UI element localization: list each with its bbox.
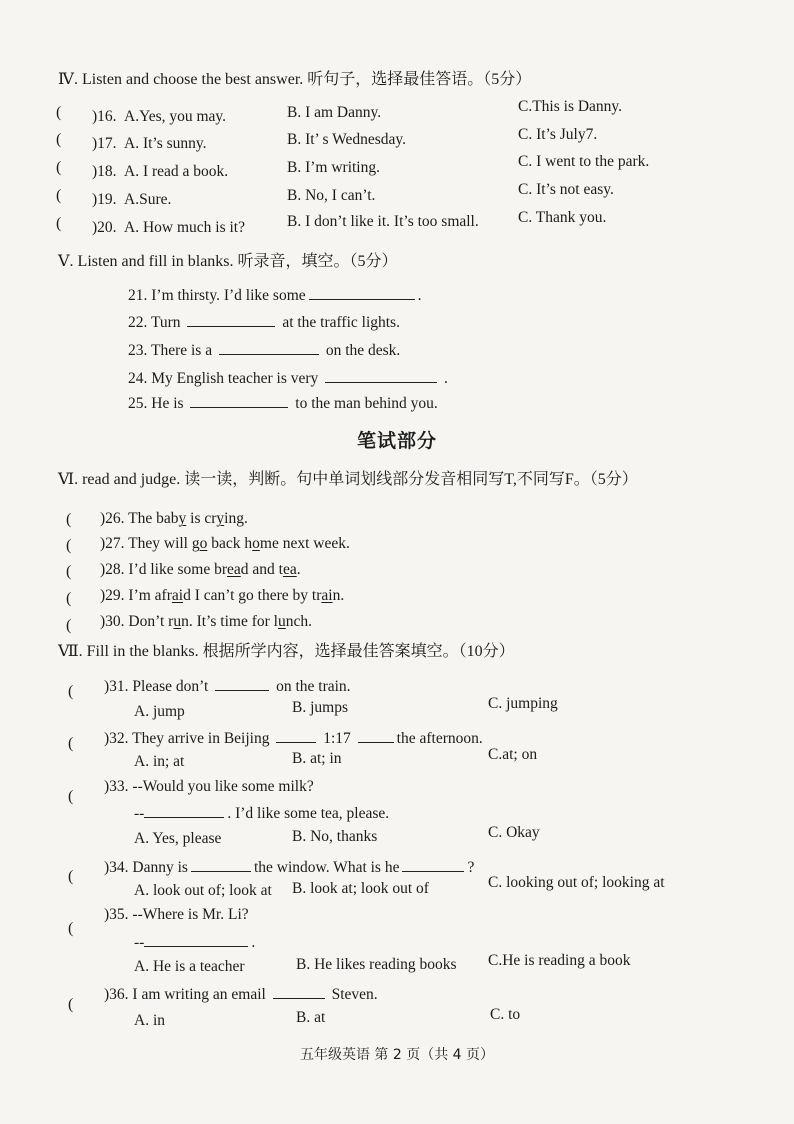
answer-paren: ( bbox=[68, 920, 74, 937]
q25-end: to the man behind you. bbox=[295, 395, 438, 412]
q32-blank-1[interactable] bbox=[276, 728, 316, 743]
q35-dash: -- bbox=[134, 934, 145, 951]
q34-line bbox=[104, 857, 474, 877]
q35-line-1 bbox=[104, 906, 249, 924]
q29-text: I’m afr bbox=[128, 587, 172, 604]
answer-paren: ( bbox=[56, 187, 62, 204]
answer-paren: ( bbox=[66, 617, 72, 634]
q32-option-a: A. in; at bbox=[134, 753, 185, 770]
answer-paren: ( bbox=[66, 563, 72, 580]
q30-text: n. It’s time for l bbox=[181, 613, 278, 630]
q35-option-b: B. He likes reading books bbox=[296, 956, 457, 973]
q25-blank[interactable] bbox=[190, 393, 288, 408]
q34-option-a: A. look out of; look at bbox=[134, 882, 272, 899]
q36-option-b: B. at bbox=[296, 1009, 326, 1026]
q19-option-c: C. It’s not easy. bbox=[518, 181, 614, 198]
q26-text: ing. bbox=[224, 510, 248, 527]
q24-blank[interactable] bbox=[325, 368, 437, 383]
q35-question: --Where is Mr. Li? bbox=[132, 906, 249, 923]
section-7-title: Ⅶ. Fill in the blanks. 根据所学内容，选择最佳答案填空。（10分） bbox=[58, 643, 515, 660]
q31-option-b: B. jumps bbox=[292, 699, 348, 716]
q16-option-a: A.Yes, you may. bbox=[124, 108, 227, 125]
q33-reply: . I’d like some tea, please. bbox=[227, 805, 390, 822]
q33-blank[interactable] bbox=[144, 803, 224, 818]
q21-line bbox=[128, 285, 422, 305]
q19-num: )19. bbox=[92, 191, 117, 208]
q34-option-b: B. look at; look out of bbox=[292, 880, 429, 897]
q34-mid: the window. What is he bbox=[253, 859, 400, 876]
q30-text: Don’t r bbox=[128, 613, 174, 630]
q35-blank[interactable] bbox=[144, 932, 248, 947]
section-4-title: Ⅳ. Listen and choose the best answer. 听句子，选择最佳答语。（5分） bbox=[58, 71, 532, 88]
answer-paren: ( bbox=[68, 788, 74, 805]
q33-num: )33. bbox=[104, 778, 129, 795]
q32-option-c: C.at; on bbox=[488, 746, 538, 763]
q33-option-c: C. Okay bbox=[488, 824, 540, 841]
q31-option-a: A. jump bbox=[134, 703, 185, 720]
q17-num: )17. bbox=[92, 135, 117, 152]
q17-option-c: C. It’s July7. bbox=[518, 126, 598, 143]
q35-option-a: A. He is a teacher bbox=[134, 958, 245, 975]
q16-option-c: C.This is Danny. bbox=[518, 98, 623, 115]
section-5-title: Ⅴ. Listen and fill in blanks. 听录音，填空。（5分） bbox=[58, 253, 398, 270]
q27-line bbox=[100, 535, 350, 553]
q31-option-c: C. jumping bbox=[488, 695, 558, 712]
answer-paren: ( bbox=[68, 868, 74, 885]
section-6-title: Ⅵ. read and judge. 读一读，判断。句中单词划线部分发音相同写T,不同写F。（5分） bbox=[58, 471, 638, 488]
q25-line bbox=[128, 393, 438, 413]
q19-option-b: B. No, I can’t. bbox=[287, 187, 376, 204]
q20-option-b: B. I don’t like it. It’s too small. bbox=[287, 213, 479, 230]
q30-text: nch. bbox=[285, 613, 312, 630]
answer-paren: ( bbox=[66, 511, 72, 528]
q22-text: 22. Turn bbox=[128, 314, 181, 331]
q23-blank[interactable] bbox=[219, 340, 319, 355]
q31-text: Please don’t bbox=[132, 678, 209, 695]
q27-underline: o bbox=[199, 535, 208, 552]
answer-paren: ( bbox=[68, 735, 74, 752]
q28-underline: ea bbox=[227, 561, 241, 578]
answer-paren: ( bbox=[66, 537, 72, 554]
q16-num: )16. bbox=[92, 108, 117, 125]
q34-blank-2[interactable] bbox=[402, 857, 464, 872]
q35-end: . bbox=[251, 934, 256, 951]
q21-text: 21. I’m thirsty. I’d like some bbox=[128, 287, 306, 304]
q27-num: )27. bbox=[100, 535, 125, 552]
q18-option-c: C. I went to the park. bbox=[518, 153, 650, 170]
q34-blank-1[interactable] bbox=[191, 857, 251, 872]
q35-num: )35. bbox=[104, 906, 129, 923]
q29-underline: ai bbox=[171, 587, 184, 604]
q25-text: 25. He is bbox=[128, 395, 184, 412]
q32-end: the afternoon. bbox=[396, 730, 483, 747]
q33-option-a: A. Yes, please bbox=[134, 830, 222, 847]
q24-text: 24. My English teacher is very bbox=[128, 370, 319, 387]
q18-option-a: A. I read a book. bbox=[124, 163, 229, 180]
q30-line bbox=[100, 613, 312, 631]
q28-line bbox=[100, 561, 301, 579]
q31-num: )31. bbox=[104, 678, 129, 695]
answer-paren: ( bbox=[66, 590, 72, 607]
q21-end: . bbox=[417, 287, 422, 304]
q31-end: on the train. bbox=[276, 678, 351, 695]
q30-num: )30. bbox=[100, 613, 125, 630]
q16-option-b: B. I am Danny. bbox=[287, 104, 382, 121]
q26-text: is cr bbox=[186, 510, 217, 527]
q32-time: 1:17 bbox=[323, 730, 351, 747]
q31-blank[interactable] bbox=[215, 676, 269, 691]
q18-num: )18. bbox=[92, 163, 117, 180]
q32-line bbox=[104, 728, 483, 748]
q22-end: at the traffic lights. bbox=[282, 314, 400, 331]
q34-option-c: C. looking out of; looking at bbox=[488, 874, 665, 891]
answer-paren: ( bbox=[68, 996, 74, 1013]
q33-dash: -- bbox=[134, 805, 145, 822]
q32-option-b: B. at; in bbox=[292, 750, 342, 767]
q23-end: on the desk. bbox=[325, 342, 401, 359]
q29-line bbox=[100, 587, 344, 605]
q36-end: Steven. bbox=[331, 986, 378, 1003]
q28-num: )28. bbox=[100, 561, 125, 578]
q26-num: )26. bbox=[100, 510, 125, 527]
q33-line-1 bbox=[104, 778, 314, 796]
answer-paren: ( bbox=[56, 104, 62, 121]
q26-underline: y bbox=[216, 510, 225, 527]
answer-paren: ( bbox=[56, 215, 62, 232]
answer-paren: ( bbox=[68, 683, 74, 700]
q22-line bbox=[128, 312, 400, 332]
q29-num: )29. bbox=[100, 587, 125, 604]
q29-text: n. bbox=[332, 587, 345, 604]
q17-option-a: A. It’s sunny. bbox=[124, 135, 207, 152]
q36-option-c: C. to bbox=[490, 1006, 521, 1023]
q26-text: The bab bbox=[128, 510, 179, 527]
q32-num: )32. bbox=[104, 730, 129, 747]
q36-line bbox=[104, 984, 378, 1004]
q24-line bbox=[128, 368, 448, 388]
q29-text: d I can’t go there by tr bbox=[183, 587, 322, 604]
q30-underline: u bbox=[173, 613, 182, 630]
q23-line bbox=[128, 340, 400, 360]
q18-option-b: B. I’m writing. bbox=[287, 159, 380, 176]
q27-underline: o bbox=[252, 535, 260, 552]
q31-line bbox=[104, 676, 351, 696]
q30-underline: u bbox=[277, 613, 286, 630]
q28-text: d and t bbox=[240, 561, 283, 578]
q27-text: me next week. bbox=[259, 535, 350, 552]
q28-text: . bbox=[296, 561, 301, 578]
q35-option-c: C.He is reading a book bbox=[488, 952, 631, 969]
q19-option-a: A.Sure. bbox=[124, 191, 172, 208]
q32-text: They arrive in Beijing bbox=[132, 730, 270, 747]
answer-paren: ( bbox=[56, 131, 62, 148]
q33-line-2 bbox=[134, 803, 389, 823]
q22-blank[interactable] bbox=[187, 312, 275, 327]
q20-option-a: A. How much is it? bbox=[124, 219, 245, 236]
q23-text: 23. There is a bbox=[128, 342, 213, 359]
q36-num: )36. bbox=[104, 986, 129, 1003]
q28-text: I’d like some br bbox=[128, 561, 227, 578]
q32-blank-2[interactable] bbox=[358, 728, 394, 743]
q21-blank[interactable] bbox=[309, 285, 415, 300]
q29-underline: ai bbox=[321, 587, 333, 604]
q36-option-a: A. in bbox=[134, 1012, 165, 1029]
q34-num: )34. bbox=[104, 859, 129, 876]
q34-text: Danny is bbox=[132, 859, 188, 876]
q24-end: . bbox=[444, 370, 448, 387]
q33-question: --Would you like some milk? bbox=[132, 778, 314, 795]
q27-text: They will g bbox=[128, 535, 200, 552]
q20-num: )20. bbox=[92, 219, 117, 236]
q26-line bbox=[100, 510, 248, 528]
q35-line-2 bbox=[134, 932, 255, 952]
q34-end: ? bbox=[467, 859, 475, 876]
q27-text: back h bbox=[207, 535, 253, 552]
q36-text: I am writing an email bbox=[132, 986, 266, 1003]
answer-paren: ( bbox=[56, 159, 62, 176]
page-footer: 五年级英语 第 2 页（共 4 页） bbox=[299, 1047, 495, 1063]
q36-blank[interactable] bbox=[273, 984, 325, 999]
written-part-title: 笔试部分 bbox=[356, 430, 437, 452]
q26-underline: y bbox=[178, 510, 187, 527]
q28-underline: ea bbox=[282, 561, 297, 578]
q33-option-b: B. No, thanks bbox=[292, 828, 378, 845]
q20-option-c: C. Thank you. bbox=[518, 209, 607, 226]
q17-option-b: B. It’ s Wednesday. bbox=[287, 131, 406, 148]
